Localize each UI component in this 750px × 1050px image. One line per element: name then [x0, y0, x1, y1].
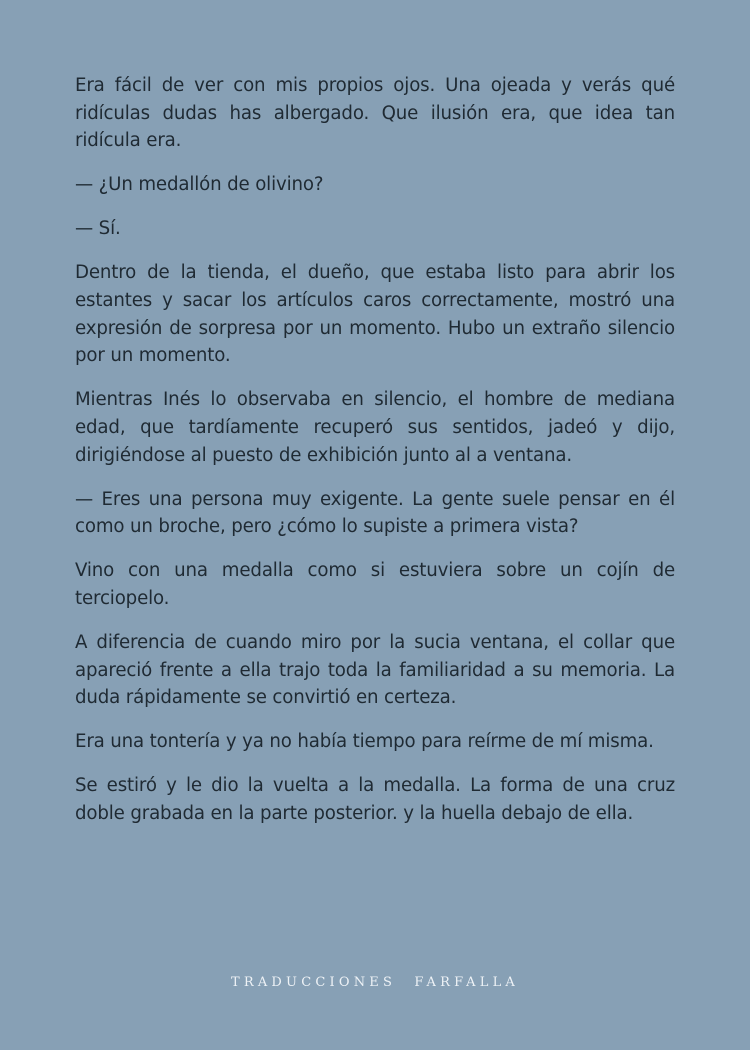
dialogue-line: — Eres una persona muy exigente. La gente suele pensar en él como un broche, pero ¿cómo lo supiste a primera vista?: [75, 488, 675, 538]
paragraph: A diferencia de cuando miro por la sucia ventana, el collar que apareció frente a ella trajo toda la familiaridad a su memoria. La duda rápidamente se convirtió en certeza.: [75, 632, 675, 709]
dialogue-line: — Sí.: [75, 218, 121, 240]
paragraph: Era una tontería y ya no había tiempo para reírme de mí misma.: [75, 731, 654, 753]
page-body: [75, 72, 675, 844]
paragraph: Era fácil de ver con mis propios ojos. Una ojeada y verás qué ridículas dudas has albergado. Que ilusión era, que idea tan ridícula era.: [75, 75, 675, 152]
paragraph: Se estiró y le dio la vuelta a la medalla. La forma de una cruz doble grabada en la parte posterior. y la huella debajo de ella.: [75, 775, 675, 824]
paragraph: Vino con una medalla como si estuviera sobre un cojín de terciopelo.: [75, 560, 675, 609]
paragraph: Mientras Inés lo observaba en silencio, el hombre de mediana edad, que tardíamente recuperó sus sentidos, jadeó y dijo, dirigiéndose al puesto de exhibición junto al a ventana.: [75, 389, 675, 466]
dialogue-line: — ¿Un medallón de olivino?: [75, 174, 324, 196]
paragraph: Dentro de la tienda, el dueño, que estaba listo para abrir los estantes y sacar los artículos caros correctamente, mostró una expresión de sorpresa por un momento. Hubo un extraño silencio por un momento.: [75, 262, 675, 367]
footer-credit: TRADUCCIONES FARFALLA: [230, 975, 519, 990]
